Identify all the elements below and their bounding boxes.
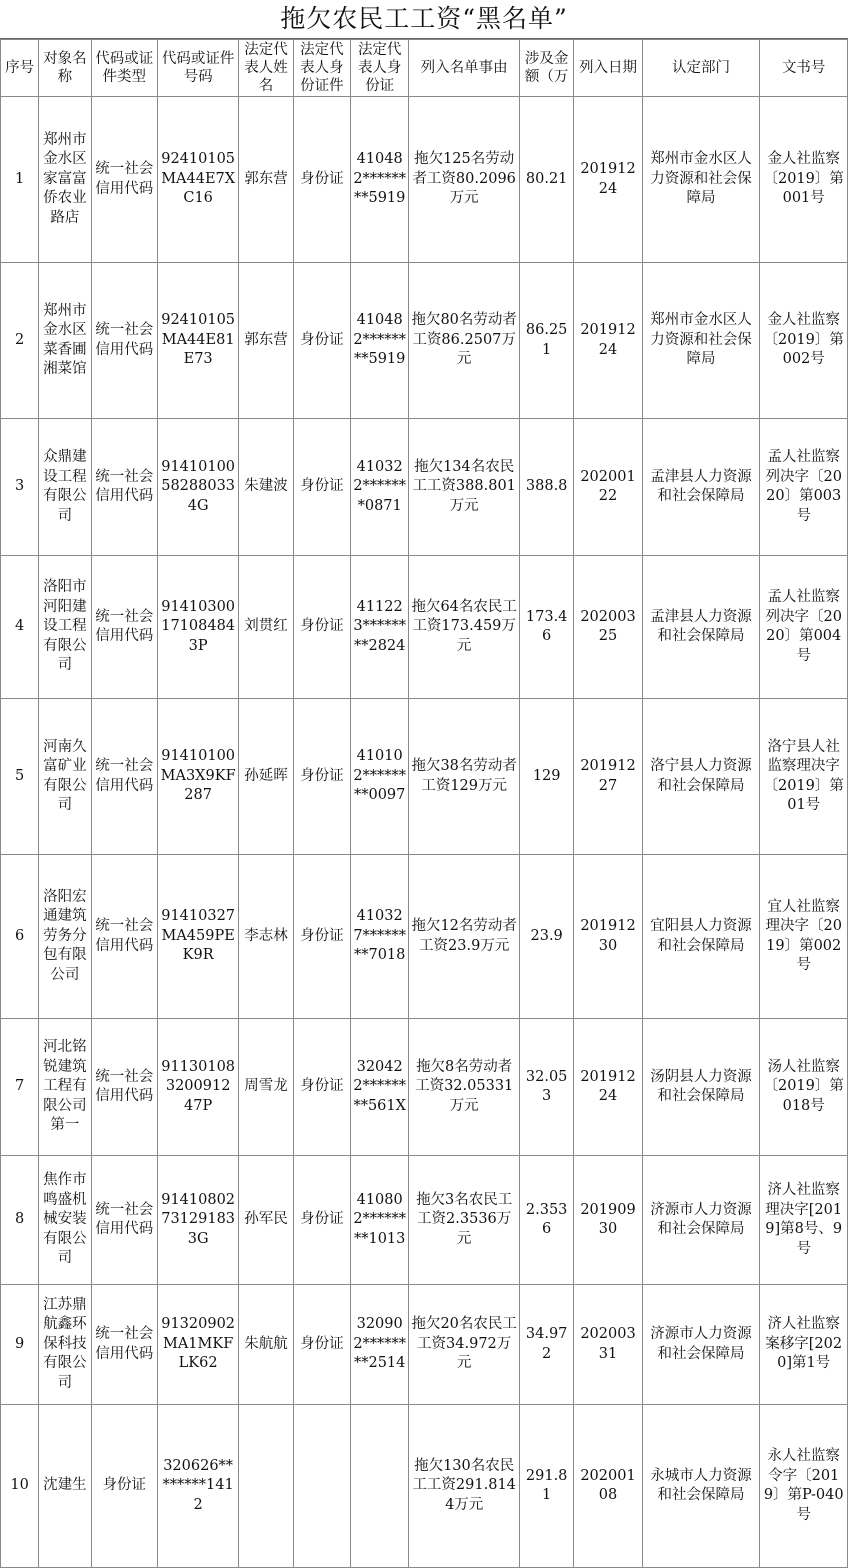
cell-rep-name <box>239 1405 293 1568</box>
cell-rep-name: 朱航航 <box>239 1285 293 1405</box>
table-row <box>1 556 848 699</box>
cell-no: 6 <box>1 855 39 1019</box>
cell-date: 20191230 <box>574 855 642 1019</box>
cell-amount: 32.053 <box>520 1019 574 1156</box>
cell-amount: 291.81 <box>520 1405 574 1568</box>
cell-no: 1 <box>1 97 39 263</box>
cell-code: 911301083200912 47P <box>157 1019 238 1156</box>
column-header: 列入名单事由 <box>409 40 520 97</box>
table-row <box>1 699 848 855</box>
table-row <box>1 1285 848 1405</box>
column-header: 认定部门 <box>642 40 760 97</box>
cell-rep-name: 郭东营 <box>239 263 293 419</box>
cell-code-type: 统一社会信用代码 <box>91 1019 157 1156</box>
cell-reason: 拖欠80名劳动者工资86.2507万元 <box>409 263 520 419</box>
cell-rep-id: 410102********0097 <box>351 699 409 855</box>
column-header: 法定代表人身份证 <box>351 40 409 97</box>
table-row <box>1 1019 848 1156</box>
cell-entity-name: 郑州市金水区菜香圃湘菜馆 <box>39 263 91 419</box>
cell-department: 永城市人力资源和社会保障局 <box>642 1405 760 1568</box>
cell-rep-id-type: 身份证 <box>293 97 350 263</box>
cell-reason: 拖欠125名劳动者工资80.2096万元 <box>409 97 520 263</box>
cell-no: 8 <box>1 1156 39 1285</box>
cell-rep-id: 320422********561X <box>351 1019 409 1156</box>
cell-entity-name: 郑州市金水区家富富侨农业路店 <box>39 97 91 263</box>
cell-document-no: 孟人社监察列决字〔2020〕第003号 <box>760 419 848 556</box>
cell-rep-id: 410482********5919 <box>351 97 409 263</box>
cell-amount: 129 <box>520 699 574 855</box>
cell-code: 91320902MA1MKFLK62 <box>157 1285 238 1405</box>
cell-code-type: 统一社会信用代码 <box>91 97 157 263</box>
cell-date: 20200108 <box>574 1405 642 1568</box>
table-row <box>1 1156 848 1285</box>
cell-date: 20190930 <box>574 1156 642 1285</box>
cell-date: 20200331 <box>574 1285 642 1405</box>
cell-no: 10 <box>1 1405 39 1568</box>
cell-code-type: 统一社会信用代码 <box>91 419 157 556</box>
cell-rep-id-type: 身份证 <box>293 419 350 556</box>
cell-amount: 86.251 <box>520 263 574 419</box>
cell-amount: 23.9 <box>520 855 574 1019</box>
blacklist-table <box>0 39 848 1568</box>
cell-amount: 173.46 <box>520 556 574 699</box>
page-title: 拖欠农民工工资“黑名单” <box>0 0 848 39</box>
cell-date: 20200122 <box>574 419 642 556</box>
cell-no: 5 <box>1 699 39 855</box>
cell-reason: 拖欠12名劳动者工资23.9万元 <box>409 855 520 1019</box>
cell-code: 92410105MA44E7XC16 <box>157 97 238 263</box>
cell-code-type: 统一社会信用代码 <box>91 699 157 855</box>
cell-document-no: 金人社监察〔2019〕第002号 <box>760 263 848 419</box>
cell-department: 孟津县人力资源和社会保障局 <box>642 419 760 556</box>
cell-no: 9 <box>1 1285 39 1405</box>
cell-entity-name: 洛阳宏通建筑劳务分包有限公司 <box>39 855 91 1019</box>
table-header-row <box>1 40 848 97</box>
cell-rep-name: 朱建波 <box>239 419 293 556</box>
cell-entity-name: 众鼎建设工程有限公司 <box>39 419 91 556</box>
cell-amount: 34.972 <box>520 1285 574 1405</box>
cell-code-type: 统一社会信用代码 <box>91 855 157 1019</box>
cell-code: 91410100582880334G <box>157 419 238 556</box>
cell-no: 4 <box>1 556 39 699</box>
cell-rep-id-type: 身份证 <box>293 263 350 419</box>
cell-department: 汤阴县人力资源和社会保障局 <box>642 1019 760 1156</box>
cell-code-type: 统一社会信用代码 <box>91 1285 157 1405</box>
cell-rep-name: 李志林 <box>239 855 293 1019</box>
column-header: 法定代表人身份证件 <box>293 40 350 97</box>
cell-reason: 拖欠130名农民工工资291.8144万元 <box>409 1405 520 1568</box>
cell-date: 20191224 <box>574 263 642 419</box>
cell-amount: 80.21 <box>520 97 574 263</box>
column-header: 代码或证件号码 <box>157 40 238 97</box>
column-header: 涉及金额（万 <box>520 40 574 97</box>
cell-amount: 2.3536 <box>520 1156 574 1285</box>
cell-code: 91410327MA459PEK9R <box>157 855 238 1019</box>
cell-reason: 拖欠38名劳动者工资129万元 <box>409 699 520 855</box>
cell-no: 2 <box>1 263 39 419</box>
table-row <box>1 97 848 263</box>
cell-rep-id-type <box>293 1405 350 1568</box>
cell-department: 济源市人力资源和社会保障局 <box>642 1285 760 1405</box>
cell-reason: 拖欠20名农民工工资34.972万元 <box>409 1285 520 1405</box>
cell-rep-id: 411223********2824 <box>351 556 409 699</box>
table-row <box>1 263 848 419</box>
cell-code: 91410802731291833G <box>157 1156 238 1285</box>
cell-rep-id: 410327********7018 <box>351 855 409 1019</box>
cell-code-type: 身份证 <box>91 1405 157 1568</box>
cell-code: 91410100MA3X9KF287 <box>157 699 238 855</box>
cell-department: 郑州市金水区人力资源和社会保障局 <box>642 263 760 419</box>
cell-rep-id: 410482********5919 <box>351 263 409 419</box>
cell-rep-id: 410322*******0871 <box>351 419 409 556</box>
cell-document-no: 济人社监察理决字[2019]第8号、9号 <box>760 1156 848 1285</box>
cell-rep-id <box>351 1405 409 1568</box>
cell-code: 91410300171084843P <box>157 556 238 699</box>
column-header: 代码或证件类型 <box>91 40 157 97</box>
cell-document-no: 宜人社监察理决字〔2019〕第002号 <box>760 855 848 1019</box>
cell-reason: 拖欠3名农民工工资2.3536万元 <box>409 1156 520 1285</box>
cell-no: 3 <box>1 419 39 556</box>
cell-reason: 拖欠64名农民工工资173.459万元 <box>409 556 520 699</box>
cell-entity-name: 江苏鼎航鑫环保科技有限公司 <box>39 1285 91 1405</box>
cell-rep-name: 周雪龙 <box>239 1019 293 1156</box>
table-row <box>1 419 848 556</box>
table-row <box>1 855 848 1019</box>
cell-department: 郑州市金水区人力资源和社会保障局 <box>642 97 760 263</box>
cell-rep-id-type: 身份证 <box>293 1285 350 1405</box>
cell-rep-id-type: 身份证 <box>293 556 350 699</box>
cell-date: 20191224 <box>574 97 642 263</box>
cell-code: 92410105MA44E81E73 <box>157 263 238 419</box>
cell-rep-name: 刘贯红 <box>239 556 293 699</box>
cell-document-no: 永人社监察令字〔2019〕第P-040号 <box>760 1405 848 1568</box>
cell-rep-name: 孙延晖 <box>239 699 293 855</box>
cell-department: 洛宁县人力资源和社会保障局 <box>642 699 760 855</box>
cell-department: 济源市人力资源和社会保障局 <box>642 1156 760 1285</box>
cell-code-type: 统一社会信用代码 <box>91 1156 157 1285</box>
cell-code-type: 统一社会信用代码 <box>91 556 157 699</box>
cell-reason: 拖欠8名劳动者工资32.05331万元 <box>409 1019 520 1156</box>
column-header: 序号 <box>1 40 39 97</box>
cell-rep-name: 郭东营 <box>239 97 293 263</box>
cell-entity-name: 河南久富矿业有限公司 <box>39 699 91 855</box>
column-header: 对象名称 <box>39 40 91 97</box>
cell-rep-id-type: 身份证 <box>293 855 350 1019</box>
cell-rep-id: 320902********2514 <box>351 1285 409 1405</box>
table-row <box>1 1405 848 1568</box>
cell-date: 20191227 <box>574 699 642 855</box>
cell-document-no: 汤人社监察〔2019〕第018号 <box>760 1019 848 1156</box>
cell-date: 20200325 <box>574 556 642 699</box>
column-header: 法定代表人姓名 <box>239 40 293 97</box>
cell-rep-id-type: 身份证 <box>293 699 350 855</box>
cell-rep-id: 410802********1013 <box>351 1156 409 1285</box>
cell-entity-name: 河北铭锐建筑工程有限公司第一 <box>39 1019 91 1156</box>
column-header: 列入日期 <box>574 40 642 97</box>
cell-entity-name: 沈建生 <box>39 1405 91 1568</box>
cell-code: 320626********1412 <box>157 1405 238 1568</box>
cell-code-type: 统一社会信用代码 <box>91 263 157 419</box>
cell-date: 20191224 <box>574 1019 642 1156</box>
cell-department: 孟津县人力资源和社会保障局 <box>642 556 760 699</box>
cell-document-no: 济人社监察案移字[2020]第1号 <box>760 1285 848 1405</box>
cell-entity-name: 焦作市鸣盛机械安装有限公司 <box>39 1156 91 1285</box>
cell-no: 7 <box>1 1019 39 1156</box>
cell-rep-name: 孙军民 <box>239 1156 293 1285</box>
cell-document-no: 金人社监察〔2019〕第001号 <box>760 97 848 263</box>
cell-rep-id-type: 身份证 <box>293 1019 350 1156</box>
cell-department: 宜阳县人力资源和社会保障局 <box>642 855 760 1019</box>
column-header: 文书号 <box>760 40 848 97</box>
cell-entity-name: 洛阳市河阳建设工程有限公司 <box>39 556 91 699</box>
cell-document-no: 孟人社监察列决字〔2020〕第004号 <box>760 556 848 699</box>
cell-rep-id-type: 身份证 <box>293 1156 350 1285</box>
cell-document-no: 洛宁县人社监察理决字〔2019〕第01号 <box>760 699 848 855</box>
cell-amount: 388.8 <box>520 419 574 556</box>
cell-reason: 拖欠134名农民工工资388.801万元 <box>409 419 520 556</box>
